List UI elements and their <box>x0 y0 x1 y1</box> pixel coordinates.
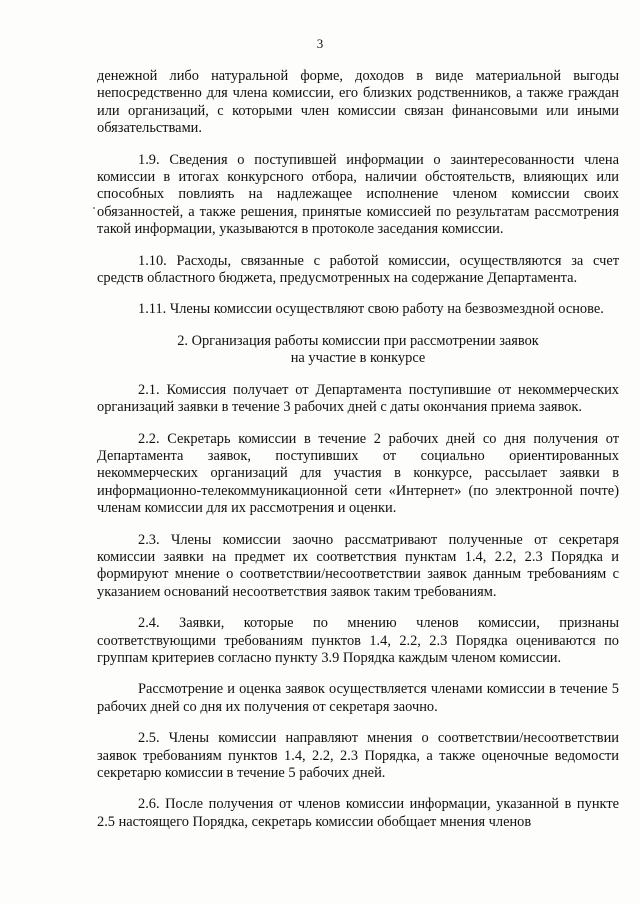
section-heading-line-1: 2. Организация работы комиссии при рассмотрении заявок <box>177 332 539 349</box>
paragraph-2-3: 2.3. Члены комиссии заочно рассматривают полученные от секретаря комиссии заявки на предмет их соответствия пунктам 1.4, 2.2, 2.3 Порядка и формируют мнение о соответствии/несоответствии заявок данным требованиям с указанием оснований несоответствия заявок таким требованиям. <box>97 531 619 600</box>
page-number: 3 <box>316 36 324 51</box>
paragraph-1-11: 1.11. Члены комиссии осуществляют свою работу на безвозмездной основе. <box>138 301 604 318</box>
paragraph-continuation: денежной либо натуральной форме, доходов в виде материальной выгоды непосредственно для члена комиссии, его близких родственников, а также граждан или организаций, с которыми член комиссии связан финансовыми или иными обязательствами. <box>97 68 619 137</box>
paragraph-1-9: 1.9. Сведения о поступившей информации о заинтересованности члена комиссии в итогах конкурсного отбора, наличии обстоятельств, влияющих или способных повлиять на надлежащее исполнение членом комиссии своих обязанностей, а также решения, принятые комиссией по результатам рассмотрения такой информации, указываются в протоколе заседания комиссии. <box>97 151 619 238</box>
section-heading <box>97 333 619 368</box>
paragraph-2-5: 2.5. Члены комиссии направляют мнения о соответствии/несоответствии заявок требованиям пунктов 1.4, 2.2, 2.3 Порядка, а также оценочные ведомости секретарю комиссии в течение 5 рабочих дней. <box>97 730 619 781</box>
paragraph-2-2: 2.2. Секретарь комиссии в течение 2 рабочих дней со дня получения от Департамента заявок, поступивших от социально ориентированных некоммерческих организаций для участия в конкурсе, рассылает заявки в информационно-телекоммуникационной сети «Интернет» (по электронной почте) членам комиссии для их рассмотрения и оценки. <box>97 430 619 517</box>
section-heading-line-2: на участие в конкурсе <box>290 350 426 367</box>
paragraph-2-4-assessment: Рассмотрение и оценка заявок осуществляется членами комиссии в течение 5 рабочих дней со дня их получения от секретаря заочно. <box>97 681 619 715</box>
paragraph-2-1: 2.1. Комиссия получает от Департамента поступившие от некоммерческих организаций заявки в течение 3 рабочих дней с даты окончания приема заявок. <box>97 381 619 416</box>
document-body <box>97 68 619 831</box>
scan-speck <box>93 207 95 209</box>
paragraph-1-10: 1.10. Расходы, связанные с работой комиссии, осуществляются за счет средств областного бюджета, предусмотренных на содержание Департамента. <box>97 252 619 287</box>
paragraph-2-4: 2.4. Заявки, которые по мнению членов комиссии, признаны соответствующими требованиям пунктов 1.4, 2.2, 2.3 Порядка оцениваются по группам критериев согласно пункту 3.9 Порядка каждым членом комиссии. <box>97 615 619 666</box>
paragraph-2-6: 2.6. После получения от членов комиссии информации, указанной в пункте 2.5 настоящего Порядка, секретарь комиссии обобщает мнения членов <box>97 796 619 830</box>
